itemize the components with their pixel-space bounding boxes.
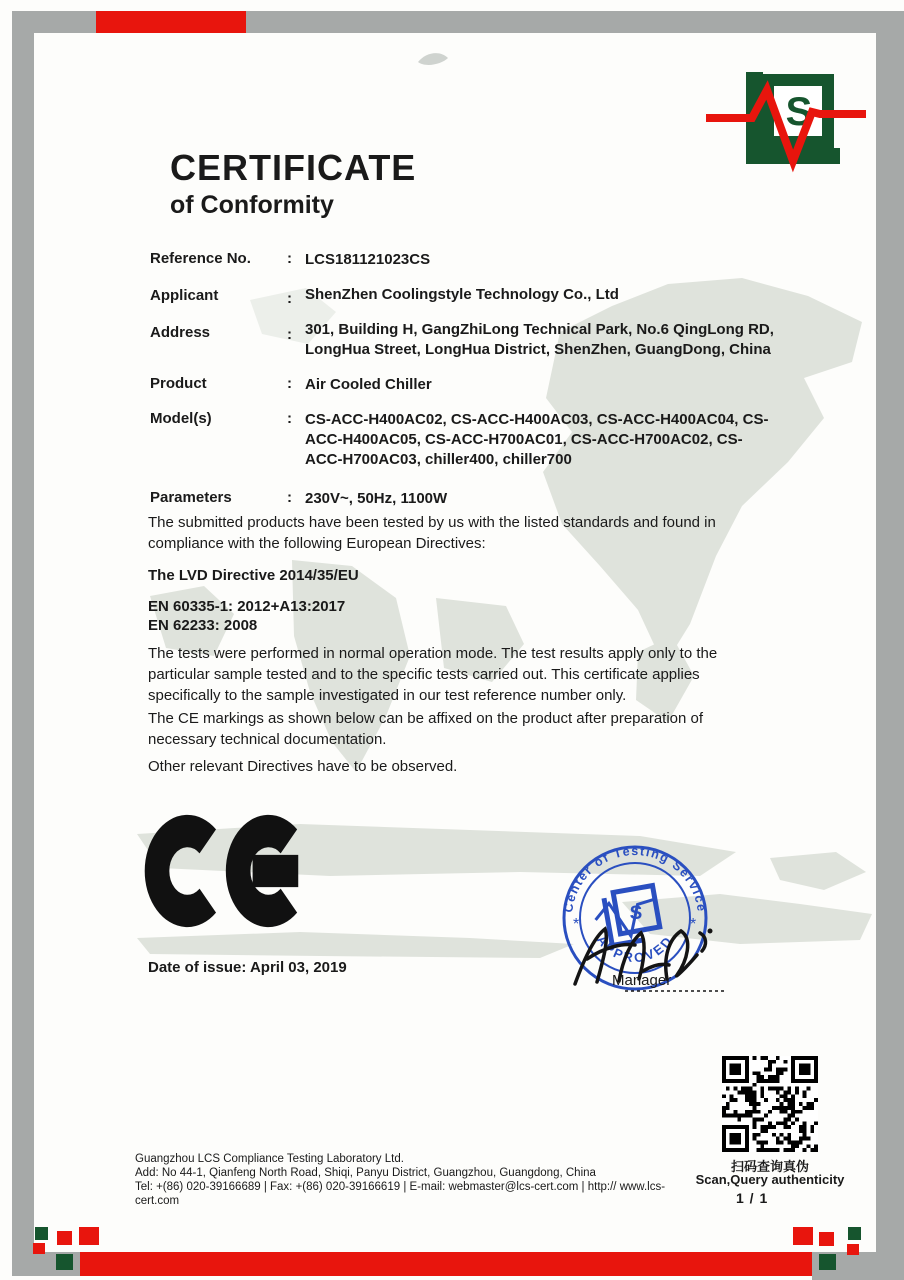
stamp-role-label: Manager [612,972,672,989]
field-label: Reference No. [150,250,251,267]
ce-note-paragraph: The CE markings as shown below can be affixed on the product after preparation of necessary technical documentation. [148,710,704,748]
field-colon: : [287,410,292,427]
field-colon: : [287,250,292,267]
field-colon: : [287,326,292,343]
field-label: Model(s) [150,410,212,427]
stamp-ring-text: Center of Testing Service [561,844,709,914]
field-colon: : [287,290,292,307]
corner-decor [848,1227,861,1240]
frame-bottom-red [80,1252,812,1276]
footer-contacts: Tel: +(86) 020-39166689 | Fax: +(86) 020-39166619 | E-mail: webmaster@lcs-cert.com | http:// www.lcs-cert.com [135,1181,666,1207]
corner-decor [35,1227,48,1240]
corner-decor [793,1227,813,1245]
corner-decor [33,1243,45,1254]
page-title: CERTIFICATE [170,147,417,188]
corner-decor [56,1254,73,1270]
corner-decor [819,1232,834,1246]
field-value: Air Cooled Chiller [305,376,432,393]
tests-paragraph: The tests were performed in normal operation mode. The test results apply only to the particular sample tested and to the specific tests carried out. This certificate applies specifically to the sample investigated in our test reference number only. [148,645,718,704]
field-colon: : [287,375,292,392]
ce-marking [144,813,312,929]
lcs-logo [700,62,872,174]
corner-decor [79,1227,99,1245]
field-value: 230V~, 50Hz, 1100W [305,490,448,507]
directive-line: The LVD Directive 2014/35/EU [148,567,359,584]
field-label: Parameters [150,489,232,506]
frame-top-red-segment [96,11,246,33]
qr-caption-zh: 扫码查询真伪 [730,1159,809,1174]
page-number: 1 / 1 [736,1190,769,1206]
frame-right [876,11,904,1280]
logo-letter: S [785,90,813,134]
footer-address: Add: No 44-1, Qianfeng North Road, Shiqi, Panyu District, Guangzhou, Guangdong, China [135,1167,596,1179]
field-value: 301, Building H, GangZhiLong Technical Park, No.6 QingLong RD, LongHua Street, LongHua District, ShenZhen, GuangDong, China [305,321,774,358]
field-colon: : [287,489,292,506]
intro-paragraph: The submitted products have been tested by us with the listed standards and found in compliance with the following European Directives: [148,514,716,552]
field-value: CS-ACC-H400AC02, CS-ACC-H400AC03, CS-ACC-H400AC04, CS-ACC-H400AC05, CS-ACC-H700AC01, CS-ACC-H700AC02, CS-ACC-H700AC03, chiller400, chiller700 [305,411,769,468]
field-label: Address [150,324,211,341]
stamp-center-letter: S [629,903,643,924]
standard-line: EN 62233: 2008 [148,617,258,634]
page-subtitle: of Conformity [170,191,334,219]
field-label: Applicant [150,287,219,304]
other-note-paragraph: Other relevant Directives have to be observed. [148,758,458,775]
stamp-star: * [573,916,580,933]
footer-block [135,1152,695,1208]
corner-decor [819,1254,836,1270]
date-of-issue: Date of issue: April 03, 2019 [148,959,347,976]
title-block [170,147,416,220]
footer-company: Guangzhou LCS Compliance Testing Laboratory Ltd. [135,1153,404,1165]
corner-decor [847,1244,859,1255]
stamp-approved-text: APPROVED [593,932,677,966]
qr-caption-en: Scan,Query authenticity [695,1172,845,1187]
corner-decor [57,1231,72,1245]
stamp-star: * [690,916,697,933]
frame-left [12,11,34,1276]
field-label: Product [150,375,207,392]
field-value: LCS181121023CS [305,251,431,268]
qr-code [722,1056,818,1152]
standard-line: EN 60335-1: 2012+A13:2017 [148,598,346,615]
field-value: ShenZhen Coolingstyle Technology Co., Ltd [305,286,619,303]
